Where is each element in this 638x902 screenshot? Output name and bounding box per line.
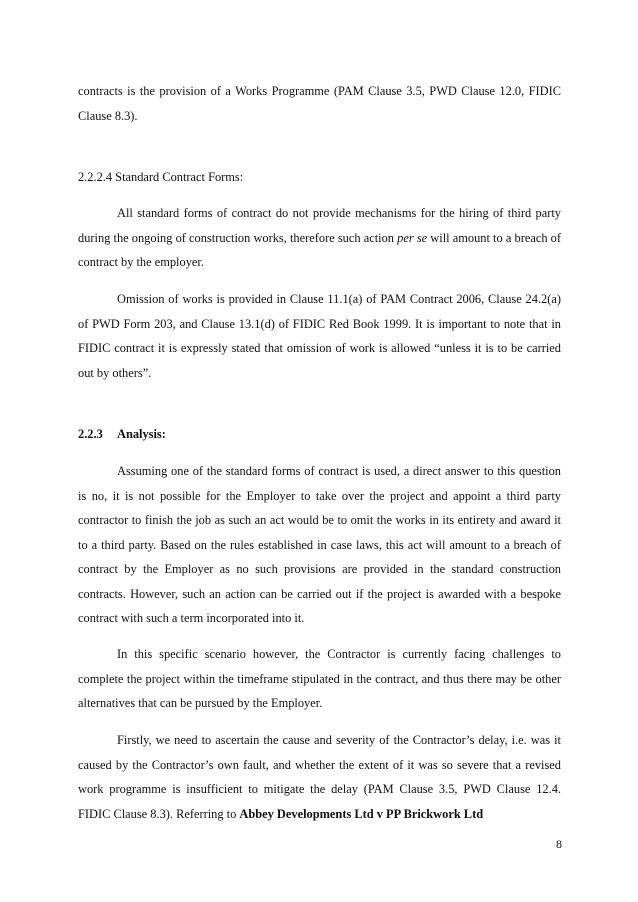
case-citation: Abbey Developments Ltd v PP Brickwork Ltd bbox=[239, 806, 484, 821]
paragraph-scenario: In this specific scenario however, the Contractor is currently facing challenges to complete the project within the timeframe stipulated in the contract, and thus there may be other alternatives that can be pursued by the Employer. bbox=[78, 647, 561, 710]
heading-2-2-2-4: 2.2.2.4 Standard Contract Forms: bbox=[78, 170, 244, 184]
page-number: 8 bbox=[556, 837, 562, 851]
paragraph-analysis: Assuming one of the standard forms of contract is used, a direct answer to this question is no, it is not possible for the Employer to take over the project and appoint a third party contractor to finish the job as such an act would be to omit the works in its entirety and award it to a third party. Based on the rules established in case laws, this act will amount to a breach of contract by the Employer as no such provisions are provided in the standard construction contracts. However, such an action can be carried out if the project is awarded with a bespoke contract with such a term incorporated into it. bbox=[78, 464, 561, 625]
heading-2-2-3 bbox=[78, 422, 166, 447]
paragraph-standard-forms bbox=[78, 201, 561, 275]
paragraph-standard-forms-text-a: All standard forms of contract do not provide mechanisms for the hiring of third party during the ongoing of construction works, therefore such action bbox=[78, 206, 561, 245]
paragraph-standard-forms-text-b: will amount to a breach of contract by the employer. bbox=[78, 230, 561, 269]
paragraph-standard-forms-emphasis: per se bbox=[397, 230, 428, 245]
paragraph-firstly bbox=[78, 728, 561, 826]
paragraph-firstly-text: Firstly, we need to ascertain the cause and severity of the Contractor’s delay, i.e. was it caused by the Contractor’s own fault, and whether the extent of it was so severe that a revised work programme is insufficient to mitigate the delay (PAM Clause 3.5, PWD Clause 12.4. FIDIC Clause 8.3). Referring to bbox=[78, 733, 561, 821]
paragraph-omission: Omission of works is provided in Clause 11.1(a) of PAM Contract 2006, Clause 24.2(a) of PWD Form 203, and Clause 13.1(d) of FIDIC Red Book 1999. It is important to note that in FIDIC contract it is expressly stated that omission of work is allowed “unless it is to be carried out by others”. bbox=[78, 292, 561, 380]
heading-2-2-3-number: 2.2.3 bbox=[78, 427, 103, 441]
heading-2-2-3-title: Analysis: bbox=[117, 427, 166, 441]
paragraph-intro: contracts is the provision of a Works Programme (PAM Clause 3.5, PWD Clause 12.0, FIDIC Clause 8.3). bbox=[78, 84, 561, 123]
